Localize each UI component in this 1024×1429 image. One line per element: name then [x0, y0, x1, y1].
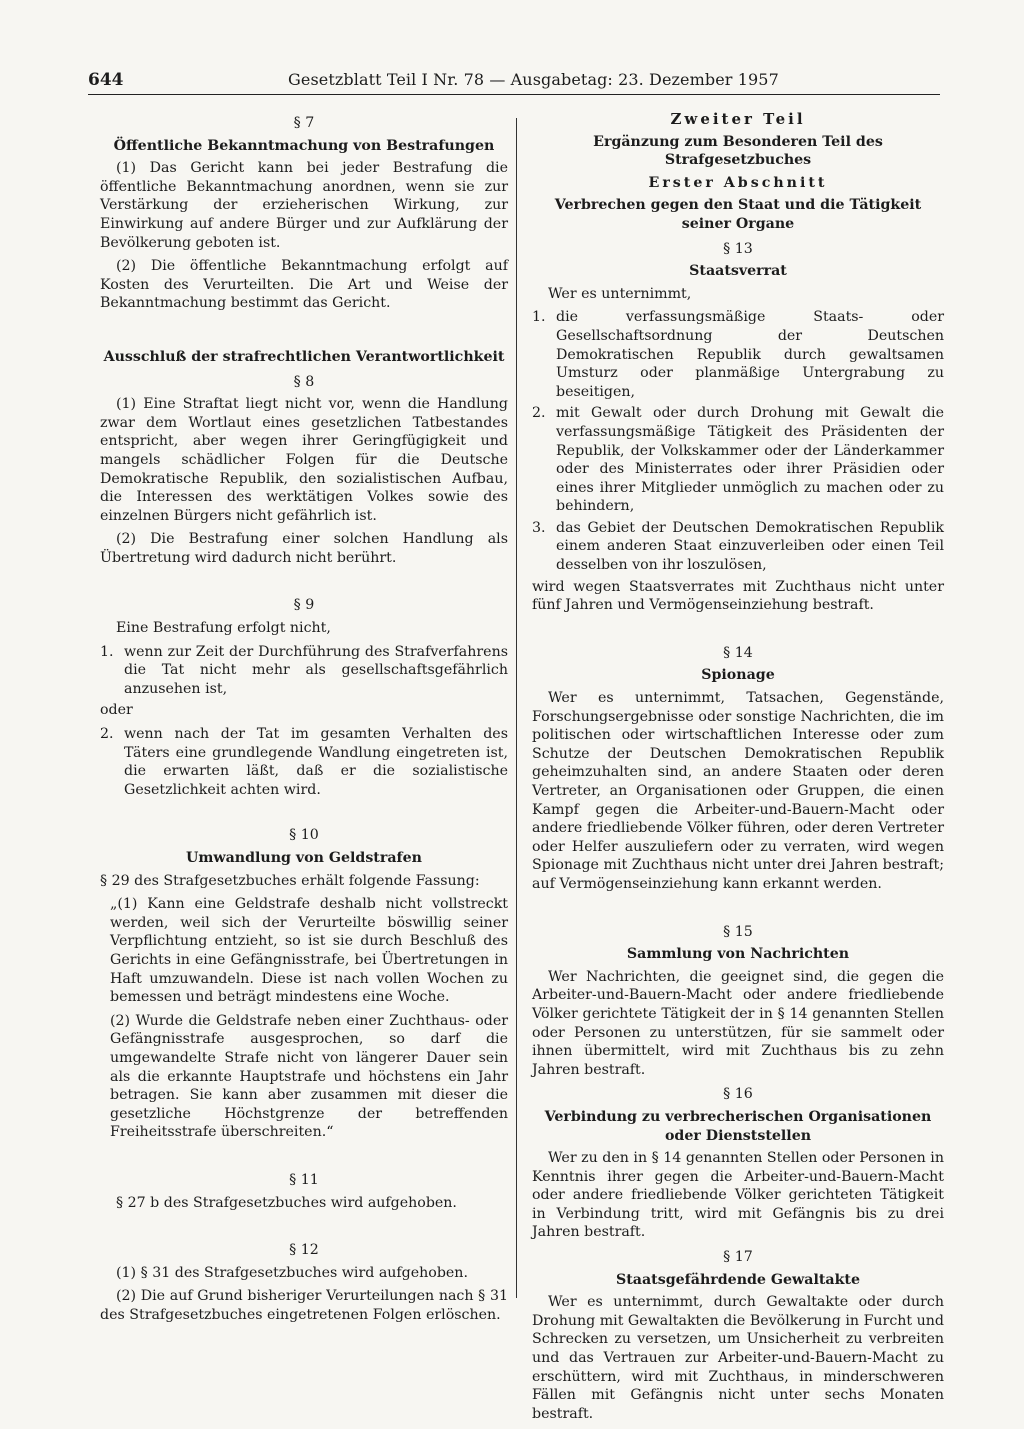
section-sign-13: § 13 — [723, 240, 753, 257]
section-heading-16: Verbindung zu verbrecherischen Organisationen oder Dienststellen — [544, 1108, 932, 1144]
part-title: Zweiter Teil — [670, 110, 806, 128]
s13-item-3-number: 3. — [532, 519, 546, 536]
s7-paragraph-2: (2) Die öffentliche Bekanntmachung erfolgt auf Kosten des Verurteilten. Die Art und Weise der Bekanntmachung bestimmt das Gericht. — [100, 258, 508, 312]
s9-item-2 — [100, 725, 508, 799]
s8-paragraph-1: (1) Eine Straftat liegt nicht vor, wenn die Handlung zwar dem Wortlaut eines gesetzlichen Tatbestandes entspricht, aber wegen ihrer Geringfügigkeit und mangels schädlicher Folgen für die Deutsche Demokratische Republik, den sozialistischen Aufbau, die Interessen des werktätigen Volkes sowie des einzelnen Bürgers nicht gefährlich ist. — [100, 396, 508, 524]
s13-item-2-text: mit Gewalt oder durch Drohung mit Gewalt die verfassungsmäßige Tätigkeit des Präsidenten der Republik, der Volkskammer oder der Länderkammer oder des Ministerrates oder ihrer Präsidien oder eines ihrer Mitglieder unmöglich zu machen oder zu behindern, — [556, 405, 944, 515]
s15-paragraph-1: Wer Nachrichten, die geeignet sind, die gegen die Arbeiter-und-Bauern-Macht oder andere friedliebende Völker gerichtete Tätigkeit der in § 14 genannten Stellen oder Personen zu unterstützen, für sie sammelt oder ihnen übermittelt, wird mit Zuchthaus bis zu zehn Jahren bestraft. — [532, 968, 944, 1078]
s9-item-1-number: 1. — [100, 643, 114, 660]
section-heading-exclusion: Ausschluß der strafrechtlichen Verantwortlichkeit — [103, 348, 505, 365]
s9-item-2-text: wenn nach der Tat im gesamten Verhalten des Täters eine grundlegende Wandlung eingetreten ist, die erwarten läßt, daß er die sozialistische Gesetzlichkeit achten wird. — [124, 726, 508, 798]
s10-intro: § 29 des Strafgesetzbuches erhält folgende Fassung: — [100, 872, 480, 889]
section-heading-17: Staatsgefährdende Gewaltakte — [615, 1271, 860, 1288]
s9-item-2-number: 2. — [100, 726, 114, 743]
s13-item-2-number: 2. — [532, 405, 546, 422]
section-title: Erster Abschnitt — [648, 174, 828, 191]
page-number: 644 — [88, 70, 124, 90]
section-subtitle: Verbrechen gegen den Staat und die Tätigkeit seiner Organe — [554, 197, 922, 232]
s14-paragraph-1: Wer es unternimmt, Tatsachen, Gegenstände, Forschungsergebnisse oder sonstige Nachrichten, die im politischen oder wirtschaftlichen Interesse oder zum Schutze der Deutschen Demokratischen Republik geheimzuhalten sind, an andere Staaten oder deren Vertreter, an Organisationen oder Gruppen, die einen Kampf gegen die Arbeiter-und-Bauern-Macht oder andere friedliebende Völker führen, oder deren Vertreter oder Helfer auszuliefern oder zu verraten, wird wegen Spionage mit Zuchthaus nicht unter drei Jahren bestraft; auf Vermögenseinziehung kann erkannt werden. — [532, 690, 944, 892]
page-header — [88, 66, 940, 95]
s13-item-1-number: 1. — [532, 309, 546, 326]
section-sign-8: § 8 — [293, 373, 315, 390]
section-sign-10: § 10 — [289, 827, 319, 844]
header-title: Gesetzblatt Teil I Nr. 78 — Ausgabetag: 23. Dezember 1957 — [288, 70, 779, 89]
section-heading-14: Spionage — [701, 667, 775, 684]
s11-paragraph-1: § 27 b des Strafgesetzbuches wird aufgehoben. — [116, 1194, 457, 1211]
section-heading-7: Öffentliche Bekanntmachung von Bestrafungen — [113, 137, 495, 154]
s12-paragraph-1: (1) § 31 des Strafgesetzbuches wird aufgehoben. — [116, 1264, 468, 1281]
s9-item-1 — [100, 643, 508, 699]
part-subtitle: Ergänzung zum Besonderen Teil des Strafgesetzbuches — [593, 133, 883, 169]
section-sign-9: § 9 — [293, 597, 315, 614]
s10-quote — [100, 895, 508, 1142]
section-sign-16: § 16 — [723, 1086, 753, 1103]
column-divider — [516, 118, 517, 1298]
s8-paragraph-2: (2) Die Bestrafung einer solchen Handlung als Übertretung wird dadurch nicht berührt. — [100, 531, 508, 566]
s13-item-3-text: das Gebiet der Deutschen Demokratischen Republik einem anderen Staat einzuverleiben oder einen Teil desselben von ihr loszulösen, — [556, 519, 944, 574]
s12-paragraph-2: (2) Die auf Grund bisheriger Verurteilungen nach § 31 des Strafgesetzbuches eingetretenen Folgen erlöschen. — [100, 1288, 508, 1323]
section-sign-15: § 15 — [723, 923, 753, 940]
s13-item-1 — [532, 308, 944, 401]
s10-quote-paragraph-1: „(1) Kann eine Geldstrafe deshalb nicht vollstreckt werden, weil sich der Verurteilte böswillig seiner Verpflichtung entzieht, so ist sie durch Beschluß des Gerichts in eine Gefängnisstrafe, bei Übertretungen in Haft umzuwandeln. Diese ist nach vollen Wochen zu bemessen und beträgt mindestens eine Woche. — [110, 896, 508, 1006]
s13-intro: Wer es unternimmt, — [548, 285, 692, 302]
s17-paragraph-1: Wer es unternimmt, durch Gewaltakte oder durch Drohung mit Gewaltakten die Bevölkerung in Furcht und Schrecken zu versetzen, um Unsicherheit zu verbreiten und das Vertrauen zur Arbeiter-und-Bauern-Macht zu erschüttern, wird mit Zuchthaus, in minderschweren Fällen mit Gefängnis nicht unter sechs Monaten bestraft. — [532, 1294, 944, 1422]
section-sign-7: § 7 — [293, 115, 315, 131]
s13-item-3 — [532, 519, 944, 575]
s13-item-1-text: die verfassungsmäßige Staats- oder Gesellschaftsordnung der Deutschen Demokratischen Republik durch gewaltsamen Umsturz oder planmäßige Untergrabung zu beseitigen, — [556, 309, 944, 400]
right-column — [532, 108, 944, 1428]
s7-paragraph-1: (1) Das Gericht kann bei jeder Bestrafung die öffentliche Bekanntmachung anordnen, wenn sie zur Verstärkung der erzieherischen Wirkung, zur Einwirkung auf andere Bürger und zur Aufklärung der Bevölkerung geboten ist. — [100, 160, 508, 251]
s9-oder: oder — [100, 702, 133, 719]
section-sign-11: § 11 — [289, 1171, 319, 1188]
left-column — [100, 108, 508, 1329]
s13-closing: wird wegen Staatsverrates mit Zuchthaus nicht unter fünf Jahren und Vermögenseinziehung bestraft. — [532, 578, 944, 614]
section-heading-15: Sammlung von Nachrichten — [626, 946, 850, 963]
section-sign-17: § 17 — [723, 1249, 753, 1266]
section-sign-12: § 12 — [289, 1242, 319, 1259]
s9-intro: Eine Bestrafung erfolgt nicht, — [116, 620, 331, 637]
s10-quote-paragraph-2: (2) Wurde die Geldstrafe neben einer Zuchthaus- oder Gefängnisstrafe ausgesprochen, so darf die umgewandelte Strafe nicht von längerer Dauer sein als die erkannte Hauptstrafe und höchstens ein Jahr betragen. Sie kann aber zusammen mit dieser die gesetzliche Höchstgrenze der betreffenden Freiheitsstrafe überschreiten.“ — [110, 1012, 508, 1141]
s9-item-1-text: wenn zur Zeit der Durchführung des Strafverfahrens die Tat nicht mehr als gesellschaftsgefährlich anzusehen ist, — [124, 643, 508, 697]
s16-paragraph-1: Wer zu den in § 14 genannten Stellen oder Personen in Kenntnis ihrer gegen die Arbeiter-und-Bauern-Macht oder andere friedliebende Völker gerichteten Tätigkeit in Verbindung tritt, wird mit Gefängnis bis zu drei Jahren bestraft. — [532, 1150, 944, 1241]
section-heading-10: Umwandlung von Geldstrafen — [186, 850, 422, 866]
section-heading-13: Staatsverrat — [689, 263, 787, 280]
section-sign-14: § 14 — [723, 644, 753, 661]
s13-item-2 — [532, 404, 944, 516]
